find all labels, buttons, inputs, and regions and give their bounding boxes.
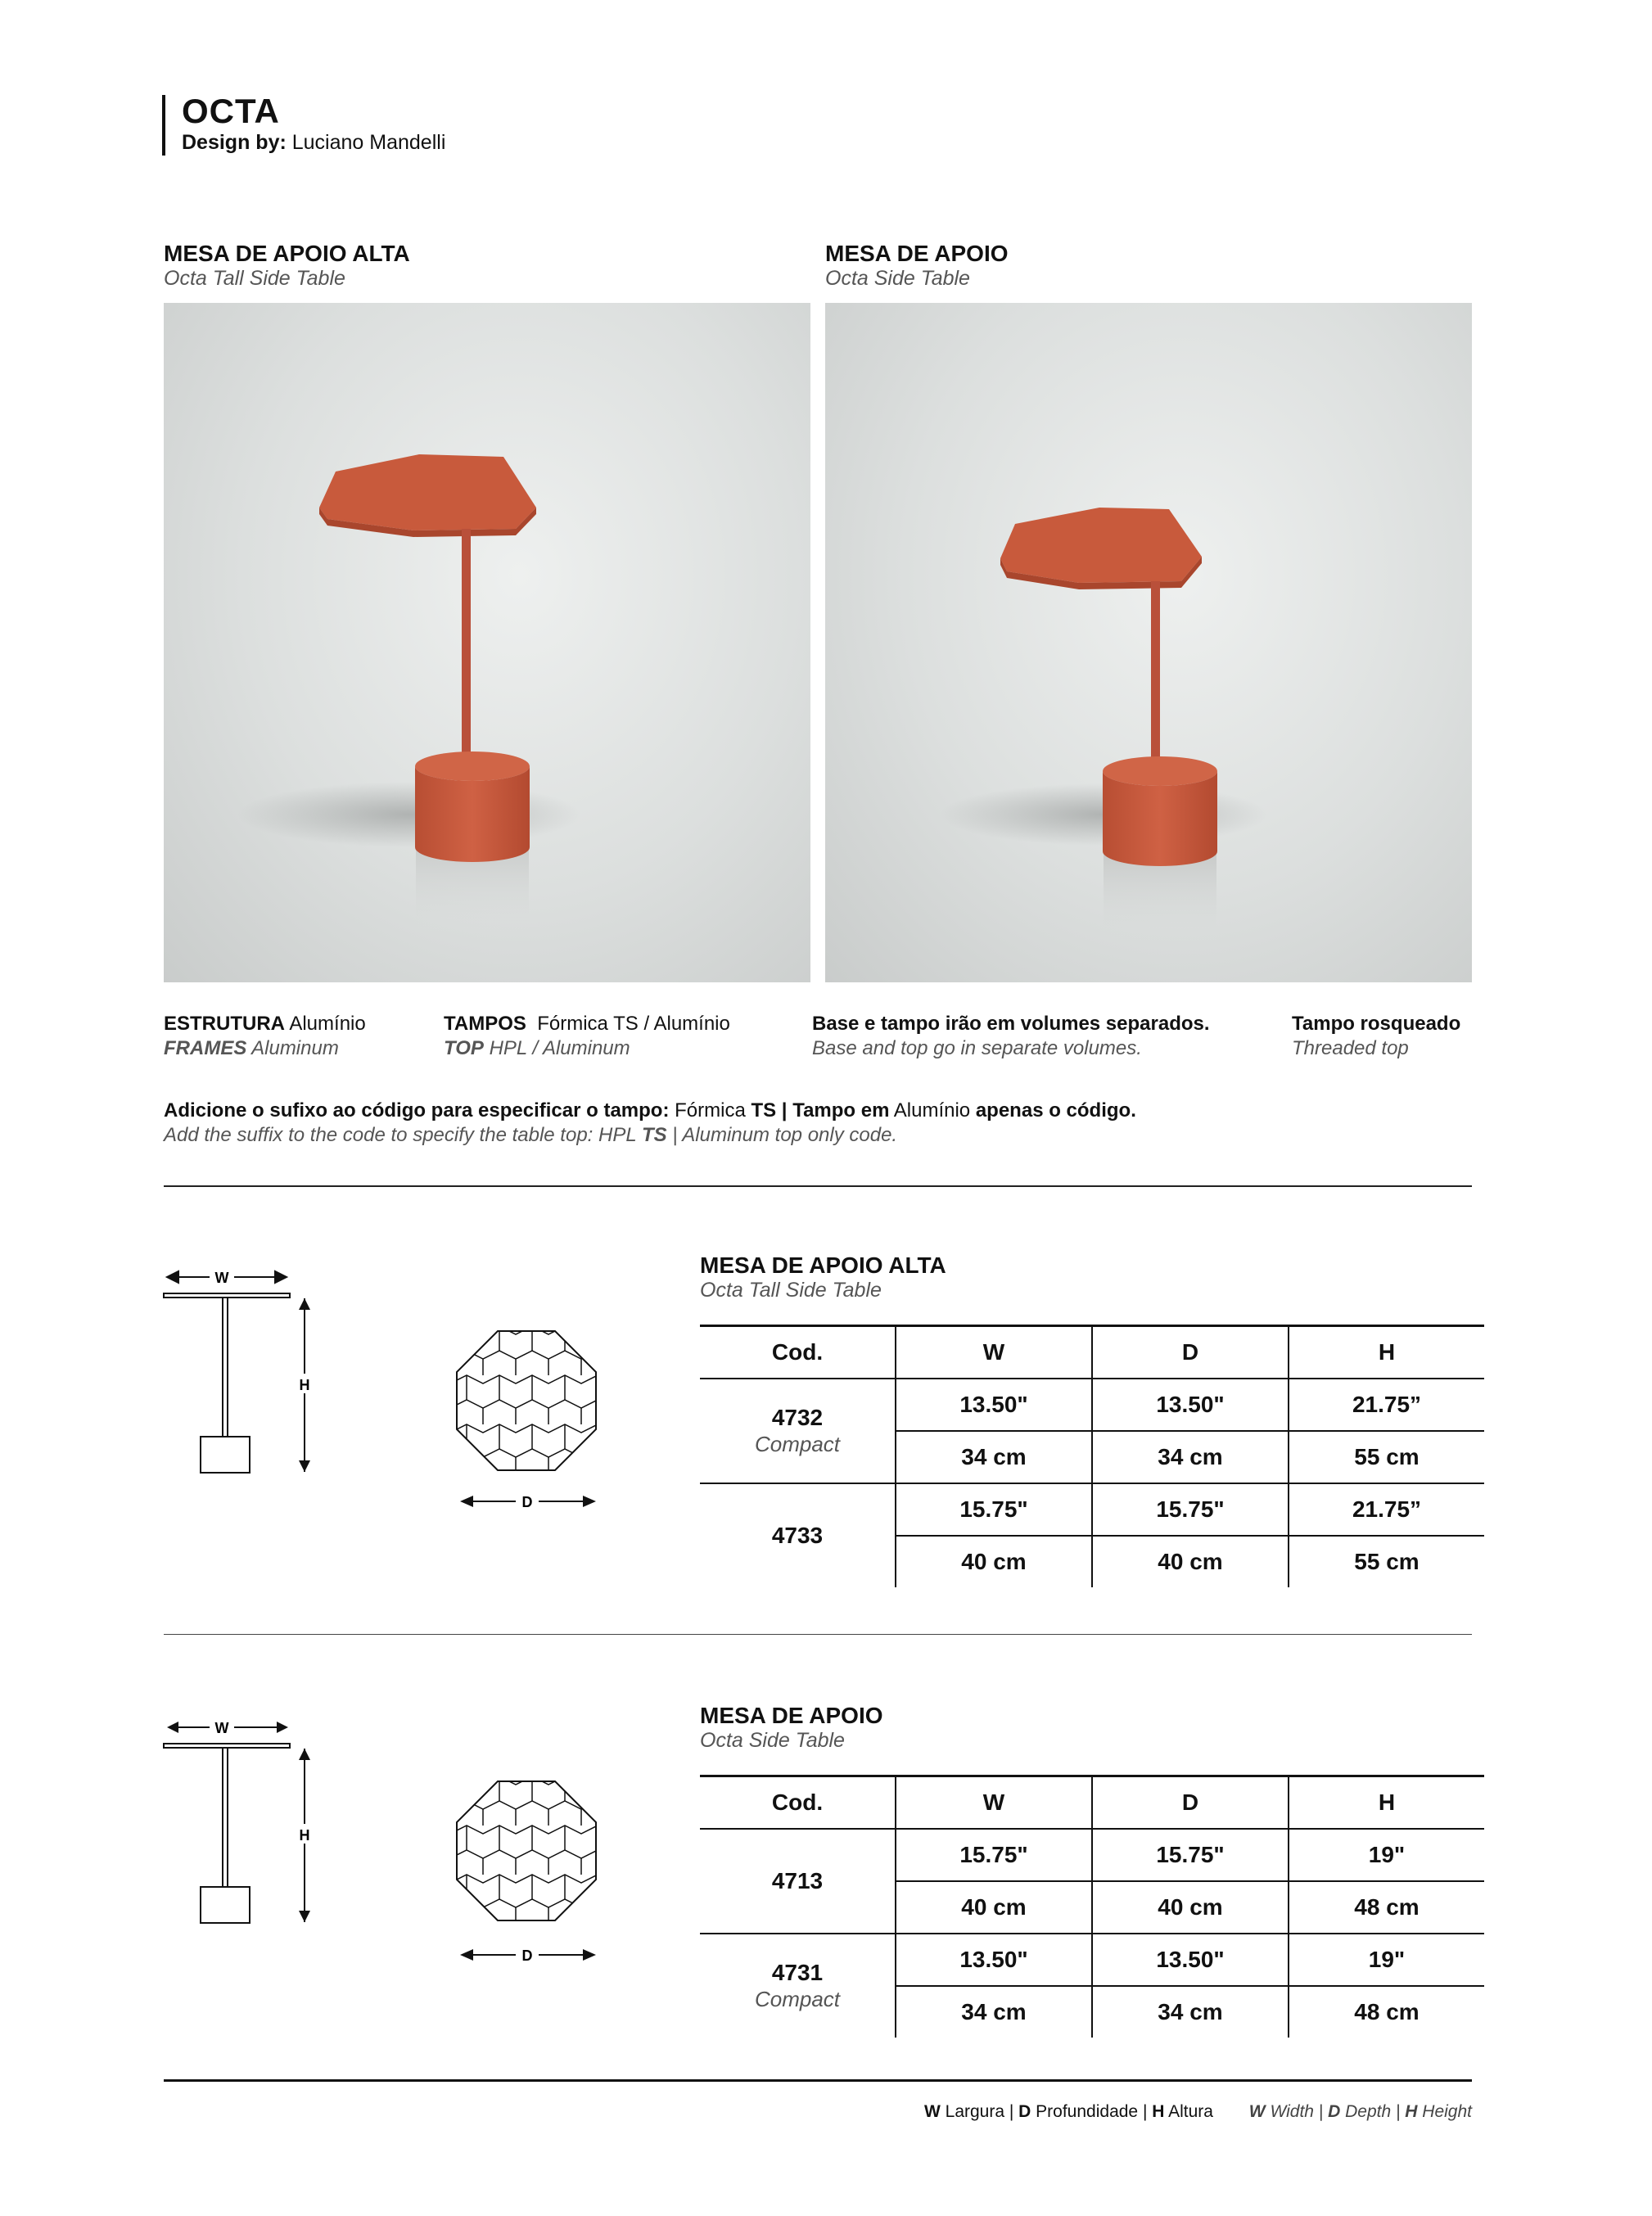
legend-pt-w: W [923, 2102, 941, 2121]
height-cm: 48 cm [1289, 1986, 1484, 2038]
height-in: 19" [1289, 1934, 1484, 1986]
height-in: 21.75” [1289, 1379, 1484, 1431]
width-in: 13.50" [896, 1379, 1092, 1431]
side-d-label: D [521, 1947, 533, 1964]
depth-in: 15.75" [1092, 1483, 1289, 1536]
top-value: HPL / Aluminum [489, 1037, 630, 1059]
volumes-pt: Base e tampo irão em volumes separados. [812, 1013, 1210, 1035]
product-code: 4731 [771, 1960, 824, 1985]
table-row [700, 1379, 1484, 1431]
suffix-pt-d: Alumínio [893, 1099, 971, 1122]
volumes-en: Base and top go in separate volumes. [812, 1037, 1142, 1059]
width-cm: 40 cm [896, 1536, 1092, 1587]
header-code: Cod. [700, 1326, 896, 1379]
page-title: OCTA [182, 92, 280, 130]
tall-side-profile-drawing [156, 1261, 310, 1490]
product-note: Compact [754, 1987, 841, 2011]
side-w-label: W [214, 1720, 229, 1736]
header-w: W [896, 1326, 1092, 1379]
top-label: TOP [444, 1037, 484, 1059]
structure-value: Alumínio [289, 1013, 366, 1035]
threaded-info [1292, 1012, 1460, 1061]
tall-table-header [700, 1326, 1484, 1379]
header-h: H [1289, 1776, 1484, 1830]
width-cm: 40 cm [896, 1881, 1092, 1934]
volumes-info [812, 1012, 1210, 1061]
legend-pt-w-text: Largura [945, 2102, 1005, 2121]
frames-label: FRAMES [164, 1037, 247, 1059]
depth-cm: 40 cm [1092, 1536, 1289, 1587]
divider-2 [164, 1634, 1472, 1635]
tall-table-title: MESA DE APOIO ALTA [700, 1252, 946, 1278]
side-table-header [700, 1776, 1484, 1830]
legend-en-w-text: Width [1270, 2102, 1314, 2121]
right-product-subtitle: Octa Side Table [825, 267, 970, 290]
side-h-label: H [299, 1827, 310, 1844]
legend-en-w: W [1248, 2102, 1266, 2121]
table-row [700, 1934, 1484, 1986]
threaded-en: Threaded top [1292, 1037, 1409, 1059]
side-dimensions-table [700, 1775, 1484, 2038]
designer-name: Luciano Mandelli [291, 131, 446, 154]
divider-1 [164, 1185, 1472, 1187]
side-table-subtitle: Octa Side Table [700, 1729, 845, 1752]
dimension-legend [924, 2102, 1472, 2122]
header-code: Cod. [700, 1776, 896, 1830]
table-row [700, 1483, 1484, 1536]
side-table-stem [1151, 581, 1160, 771]
product-code: 4732 [771, 1405, 824, 1430]
tall-d-label: D [521, 1494, 533, 1510]
threaded-pt: Tampo rosqueado [1292, 1013, 1461, 1035]
product-code-cell [700, 1483, 896, 1587]
product-code: 4733 [771, 1523, 824, 1548]
divider-footer [164, 2079, 1472, 2082]
depth-in: 15.75" [1092, 1829, 1289, 1881]
product-code-cell [700, 1934, 896, 2038]
header-w: W [896, 1776, 1092, 1830]
height-cm: 55 cm [1289, 1536, 1484, 1587]
suffix-pt-a: Adicione o sufixo ao código para especificar o tampo: [164, 1099, 670, 1122]
tall-dimensions-table [700, 1325, 1484, 1587]
suffix-pt-e: apenas o código. [975, 1099, 1136, 1122]
left-product-title: MESA DE APOIO ALTA [164, 241, 410, 266]
legend-pt-h-text: Altura [1168, 2102, 1213, 2121]
width-in: 13.50" [896, 1934, 1092, 1986]
header-accent-bar [162, 95, 165, 156]
product-note: Compact [754, 1432, 841, 1456]
depth-cm: 34 cm [1092, 1986, 1289, 2038]
product-code-cell [700, 1379, 896, 1483]
legend-en-d: D [1328, 2102, 1341, 2121]
suffix-en-a: Add the suffix to the code to specify the table top: HPL [164, 1124, 637, 1146]
left-product-subtitle: Octa Tall Side Table [164, 267, 345, 290]
width-cm: 34 cm [896, 1986, 1092, 2038]
side-table-photo [825, 303, 1472, 982]
legend-pt-d: D [1018, 2102, 1031, 2121]
side-table-title: MESA DE APOIO [700, 1703, 883, 1728]
suffix-pt-b: Fórmica [675, 1099, 746, 1122]
product-code: 4713 [771, 1868, 824, 1893]
height-in: 21.75” [1289, 1483, 1484, 1536]
tall-w-label: W [214, 1270, 229, 1286]
structure-label: ESTRUTURA [164, 1013, 285, 1035]
tall-table-stem [462, 529, 471, 766]
side-profile-drawing [156, 1711, 310, 1940]
legend-pt-d-text: Profundidade [1036, 2102, 1139, 2121]
legend-pt-h: H [1152, 2102, 1165, 2121]
height-cm: 48 cm [1289, 1881, 1484, 1934]
tall-top-view-drawing [450, 1326, 614, 1523]
tops-info [444, 1012, 730, 1061]
tall-h-label: H [299, 1377, 310, 1393]
tall-table-top [319, 454, 536, 530]
depth-in: 13.50" [1092, 1934, 1289, 1986]
side-top-view-drawing [450, 1776, 614, 1973]
legend-en: W Width | D Depth | H Height [1248, 2102, 1472, 2121]
tall-table-subtitle: Octa Tall Side Table [700, 1279, 882, 1302]
legend-en-h-text: Height [1422, 2102, 1472, 2121]
frames-value: Aluminum [251, 1037, 339, 1059]
width-in: 15.75" [896, 1829, 1092, 1881]
legend-en-d-text: Depth [1345, 2102, 1392, 2121]
suffix-pt-c: TS | Tampo em [751, 1099, 890, 1122]
height-cm: 55 cm [1289, 1431, 1484, 1483]
width-in: 15.75" [896, 1483, 1092, 1536]
side-table-top [1000, 508, 1202, 583]
depth-cm: 34 cm [1092, 1431, 1289, 1483]
height-in: 19" [1289, 1829, 1484, 1881]
tops-label: TAMPOS [444, 1013, 526, 1035]
suffix-note [164, 1099, 1136, 1148]
suffix-en-b: TS [641, 1124, 667, 1146]
product-code-cell [700, 1829, 896, 1934]
designer-label: Design by: [182, 131, 287, 154]
depth-in: 13.50" [1092, 1379, 1289, 1431]
tops-value: Fórmica TS / Alumínio [537, 1013, 730, 1035]
header-h: H [1289, 1326, 1484, 1379]
structure-info [164, 1012, 366, 1061]
suffix-en-c: | Aluminum top only code. [672, 1124, 898, 1146]
legend-en-h: H [1405, 2102, 1418, 2121]
width-cm: 34 cm [896, 1431, 1092, 1483]
designer-credit [182, 131, 445, 155]
right-product-title: MESA DE APOIO [825, 241, 1009, 266]
depth-cm: 40 cm [1092, 1881, 1289, 1934]
table-row [700, 1829, 1484, 1881]
tall-table-photo [164, 303, 810, 982]
header-d: D [1092, 1776, 1289, 1830]
legend-pt: W Largura | D Profundidade | H Altura [923, 2102, 1213, 2121]
header-d: D [1092, 1326, 1289, 1379]
